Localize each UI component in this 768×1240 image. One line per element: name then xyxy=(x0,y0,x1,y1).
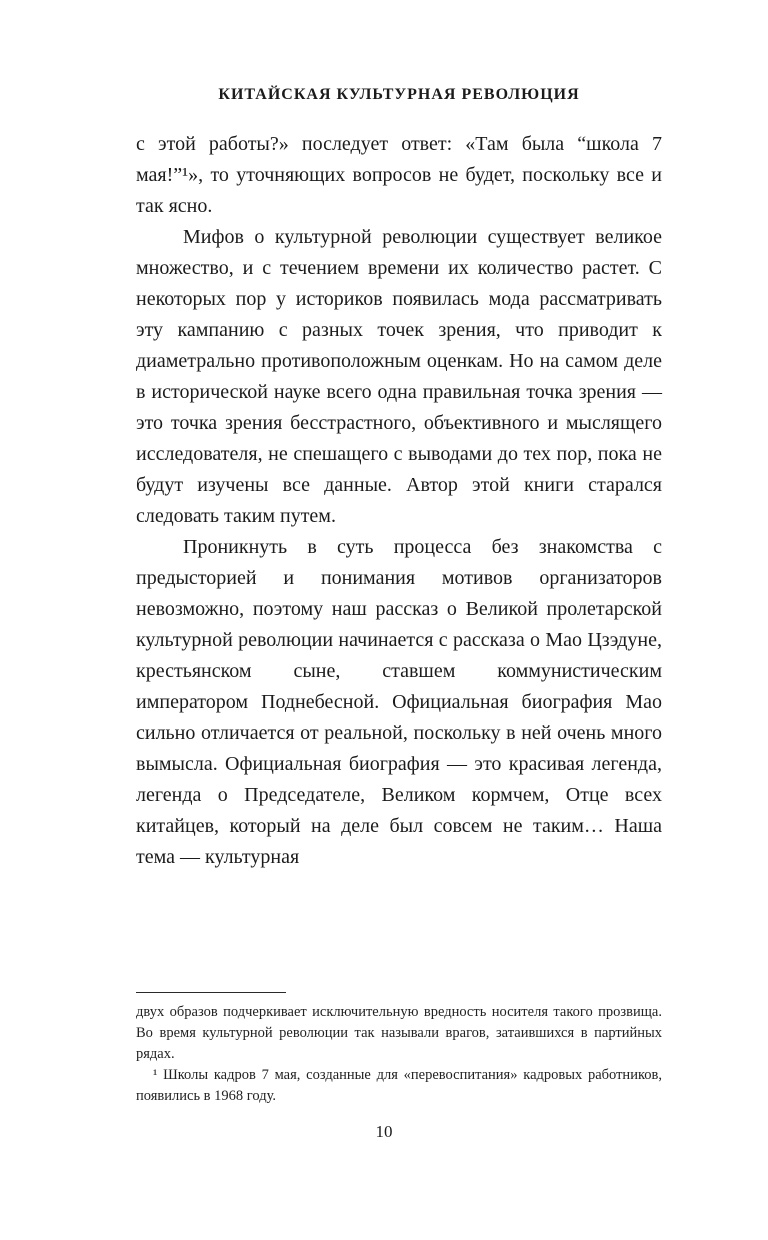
footnote-area xyxy=(136,992,662,1107)
chapter-running-head: КИТАЙСКАЯ КУЛЬТУРНАЯ РЕВОЛЮЦИЯ xyxy=(218,86,580,103)
body-text xyxy=(136,129,662,873)
page-number: 10 xyxy=(375,1122,393,1141)
paragraph-continuation: с этой работы?» последует ответ: «Там была “школа 7 мая!”¹», то уточняющих вопросов не будет, поскольку все и так ясно. xyxy=(136,133,662,217)
footnote-separator-rule xyxy=(136,992,286,993)
footnote-continuation: двух образов подчеркивает исключительную вредность носителя такого прозвища. Во время культурной революции так называли врагов, затаившихся в партийных рядах. xyxy=(136,1004,662,1062)
paragraph: Мифов о культурной революции существует великое множество, и с течением времени их количество растет. С некоторых пор у историков появилась мода рассматривать эту кампанию с разных точек зрения, что приводит к диаметрально противоположным оценкам. Но на самом деле в исторической науке всего одна правильная точка зрения — это точка зрения бесстрастного, объективного и мыслящего исследователя, не спешащего с выводами до тех пор, пока не будут изучены все данные. Автор этой книги старался следовать таким путем. xyxy=(136,226,662,527)
footnote-1: ¹ Школы кадров 7 мая, созданные для «перевоспитания» кадровых работников, появились в 1968 году. xyxy=(136,1067,662,1104)
paragraph: Проникнуть в суть процесса без знакомства с предысторией и понимания мотивов организаторов невозможно, поэтому наш рассказ о Великой пролетарской культурной революции начинается с рассказа о Мао Цзэдуне, крестьянском сыне, ставшем коммунистическим императором Поднебесной. Официальная биография Мао сильно отличается от реальной, поскольку в ней очень много вымысла. Официальная биография — это красивая легенда, легенда о Председателе, Великом кормчем, Отце всех китайцев, который на деле был совсем не таким… Наша тема — культурная xyxy=(136,536,662,868)
